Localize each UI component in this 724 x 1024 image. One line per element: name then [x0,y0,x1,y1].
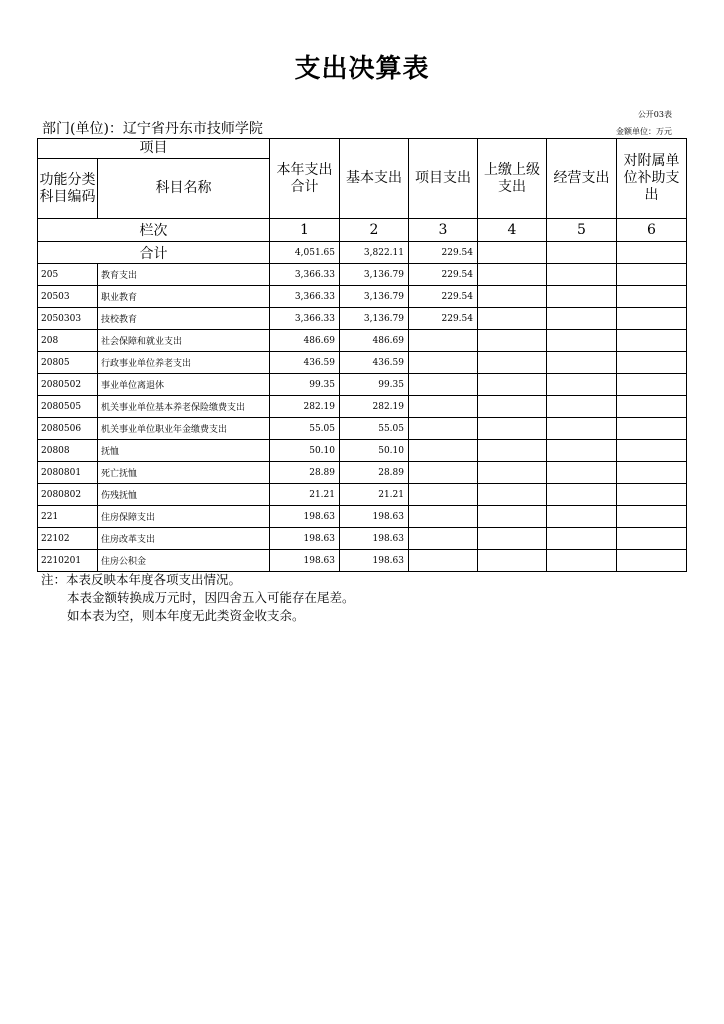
index-cell: 1 [270,219,340,242]
subject-name: 住房保障支出 [98,506,270,528]
upper-expenditure-cell [478,396,547,418]
project-expenditure-cell [409,550,478,572]
operating-expenditure-cell [547,264,617,286]
operating-expenditure-cell [547,484,617,506]
operating-expenditure-cell [547,330,617,352]
table-row [38,484,687,506]
header-operating-expenditure: 经营支出 [547,139,617,219]
basic-expenditure-cell: 3,136.79 [340,264,409,286]
index-label: 栏次 [38,219,270,242]
upper-expenditure-cell [478,528,547,550]
operating-expenditure-cell [547,528,617,550]
total-expenditure-cell: 436.59 [270,352,340,374]
total-expenditure-cell: 3,366.33 [270,264,340,286]
total-cell [547,242,617,264]
subsidy-expenditure-cell [617,550,687,572]
project-expenditure-cell [409,352,478,374]
subject-code: 208 [38,330,98,352]
subject-name: 抚恤 [98,440,270,462]
subject-code: 20805 [38,352,98,374]
total-cell: 4,051.65 [270,242,340,264]
subject-code: 2080502 [38,374,98,396]
project-expenditure-cell [409,374,478,396]
total-cell: 229.54 [409,242,478,264]
subsidy-expenditure-cell [617,396,687,418]
upper-expenditure-cell [478,462,547,484]
table-row [38,374,687,396]
total-expenditure-cell: 486.69 [270,330,340,352]
project-expenditure-cell [409,330,478,352]
total-row [38,242,687,264]
subsidy-expenditure-cell [617,418,687,440]
total-expenditure-cell: 282.19 [270,396,340,418]
index-cell: 4 [478,219,547,242]
total-expenditure-cell: 198.63 [270,528,340,550]
subject-code: 22102 [38,528,98,550]
subject-name: 社会保障和就业支出 [98,330,270,352]
subject-code: 20808 [38,440,98,462]
project-expenditure-cell [409,528,478,550]
index-cell: 5 [547,219,617,242]
subject-name: 教育支出 [98,264,270,286]
table-row [38,418,687,440]
subject-name: 伤残抚恤 [98,484,270,506]
header-total-expenditure: 本年支出合计 [270,139,340,219]
operating-expenditure-cell [547,396,617,418]
header-function-code: 功能分类科目编码 [38,159,98,219]
index-row [38,219,687,242]
upper-expenditure-cell [478,440,547,462]
upper-expenditure-cell [478,484,547,506]
total-cell [478,242,547,264]
project-expenditure-cell [409,396,478,418]
total-expenditure-cell: 99.35 [270,374,340,396]
basic-expenditure-cell: 50.10 [340,440,409,462]
basic-expenditure-cell: 198.63 [340,506,409,528]
form-number: 公开03表 [637,110,672,119]
operating-expenditure-cell [547,352,617,374]
table-row [38,462,687,484]
total-expenditure-cell: 50.10 [270,440,340,462]
header-basic-expenditure: 基本支出 [340,139,409,219]
index-cell: 3 [409,219,478,242]
subject-name: 机关事业单位职业年金缴费支出 [98,418,270,440]
subsidy-expenditure-cell [617,484,687,506]
basic-expenditure-cell: 3,136.79 [340,286,409,308]
basic-expenditure-cell: 3,136.79 [340,308,409,330]
operating-expenditure-cell [547,440,617,462]
index-cell: 2 [340,219,409,242]
page-title: 支出决算表 [294,54,430,84]
subsidy-expenditure-cell [617,264,687,286]
total-cell [617,242,687,264]
subject-code: 2080505 [38,396,98,418]
department-label: 部门(单位)：辽宁省丹东市技师学院 [42,121,263,137]
header-project-expenditure: 项目支出 [409,139,478,219]
upper-expenditure-cell [478,308,547,330]
project-expenditure-cell [409,462,478,484]
total-expenditure-cell: 198.63 [270,506,340,528]
subject-code: 2080506 [38,418,98,440]
total-expenditure-cell: 55.05 [270,418,340,440]
notes [41,571,355,625]
subject-code: 20503 [38,286,98,308]
subject-name: 行政事业单位养老支出 [98,352,270,374]
upper-expenditure-cell [478,506,547,528]
operating-expenditure-cell [547,418,617,440]
amount-unit: 金额单位：万元 [616,127,672,136]
project-expenditure-cell [409,418,478,440]
operating-expenditure-cell [547,462,617,484]
operating-expenditure-cell [547,286,617,308]
basic-expenditure-cell: 198.63 [340,550,409,572]
subject-name: 职业教育 [98,286,270,308]
upper-expenditure-cell [478,550,547,572]
table-row [38,550,687,572]
basic-expenditure-cell: 28.89 [340,462,409,484]
subsidy-expenditure-cell [617,440,687,462]
project-expenditure-cell: 229.54 [409,308,478,330]
project-expenditure-cell [409,440,478,462]
upper-expenditure-cell [478,352,547,374]
basic-expenditure-cell: 99.35 [340,374,409,396]
operating-expenditure-cell [547,550,617,572]
subsidy-expenditure-cell [617,528,687,550]
basic-expenditure-cell: 436.59 [340,352,409,374]
subject-code: 2080802 [38,484,98,506]
header-upper-expenditure: 上缴上级支出 [478,139,547,219]
upper-expenditure-cell [478,418,547,440]
subsidy-expenditure-cell [617,286,687,308]
index-cell: 6 [617,219,687,242]
project-expenditure-cell: 229.54 [409,286,478,308]
table-row [38,528,687,550]
total-label: 合计 [38,242,270,264]
expenditure-table [37,138,687,572]
subject-code: 2210201 [38,550,98,572]
project-expenditure-cell [409,484,478,506]
upper-expenditure-cell [478,286,547,308]
subsidy-expenditure-cell [617,308,687,330]
note-line: 如本表为空，则本年度无此类资金收支余。 [67,608,305,623]
operating-expenditure-cell [547,506,617,528]
basic-expenditure-cell: 198.63 [340,528,409,550]
project-expenditure-cell: 229.54 [409,264,478,286]
header-project: 项目 [38,139,270,159]
header-subject-name: 科目名称 [98,159,270,219]
total-expenditure-cell: 3,366.33 [270,308,340,330]
basic-expenditure-cell: 21.21 [340,484,409,506]
operating-expenditure-cell [547,308,617,330]
subsidy-expenditure-cell [617,352,687,374]
basic-expenditure-cell: 486.69 [340,330,409,352]
upper-expenditure-cell [478,330,547,352]
table-row [38,286,687,308]
basic-expenditure-cell: 282.19 [340,396,409,418]
header-subsidy-expenditure: 对附属单位补助支出 [617,139,687,219]
upper-expenditure-cell [478,264,547,286]
total-expenditure-cell: 28.89 [270,462,340,484]
subject-code: 205 [38,264,98,286]
table-row [38,330,687,352]
subsidy-expenditure-cell [617,462,687,484]
table-row [38,308,687,330]
table-row [38,264,687,286]
subsidy-expenditure-cell [617,330,687,352]
subject-code: 221 [38,506,98,528]
total-cell: 3,822.11 [340,242,409,264]
table-row [38,440,687,462]
table-row [38,352,687,374]
subject-name: 死亡抚恤 [98,462,270,484]
total-expenditure-cell: 3,366.33 [270,286,340,308]
note-line: 注：本表反映本年度各项支出情况。 [41,572,242,587]
note-line: 本表金额转换成万元时，因四舍五入可能存在尾差。 [67,590,355,605]
table-row [38,506,687,528]
subject-name: 技校教育 [98,308,270,330]
subject-code: 2080801 [38,462,98,484]
subject-name: 事业单位离退休 [98,374,270,396]
upper-expenditure-cell [478,374,547,396]
total-expenditure-cell: 198.63 [270,550,340,572]
table-row [38,396,687,418]
subject-code: 2050303 [38,308,98,330]
subject-name: 机关事业单位基本养老保险缴费支出 [98,396,270,418]
subsidy-expenditure-cell [617,506,687,528]
subsidy-expenditure-cell [617,374,687,396]
subject-name: 住房公积金 [98,550,270,572]
basic-expenditure-cell: 55.05 [340,418,409,440]
subject-name: 住房改革支出 [98,528,270,550]
total-expenditure-cell: 21.21 [270,484,340,506]
project-expenditure-cell [409,506,478,528]
operating-expenditure-cell [547,374,617,396]
